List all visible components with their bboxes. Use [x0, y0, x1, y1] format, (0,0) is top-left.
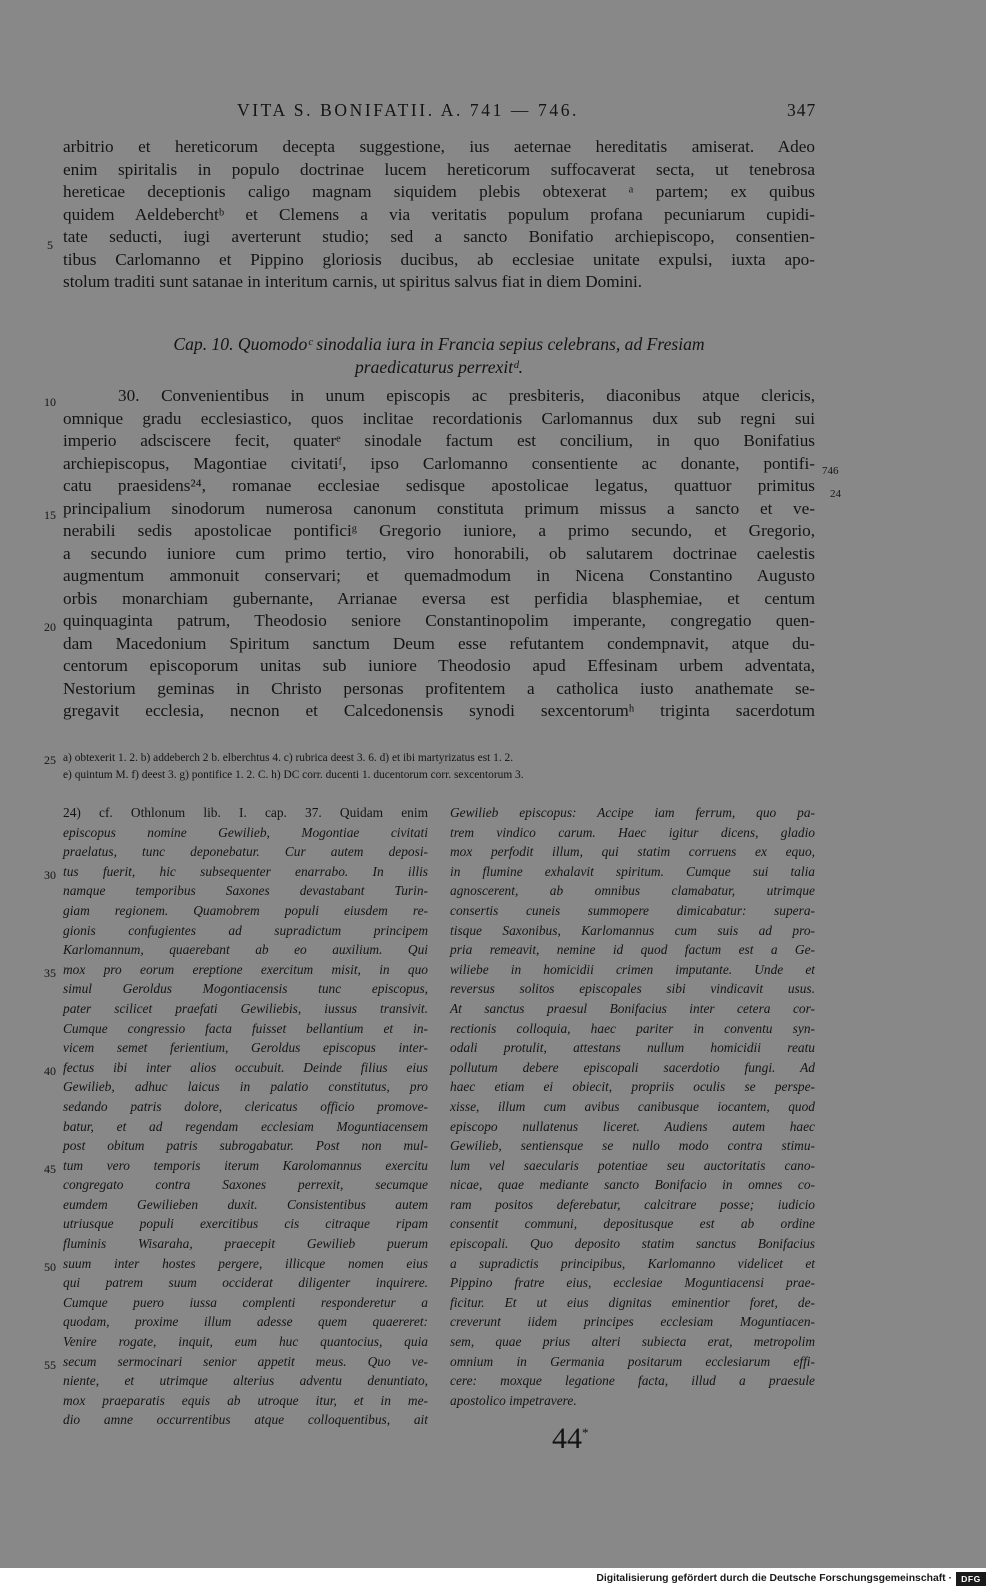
line-number: 10	[44, 395, 56, 409]
footnote-column-left	[63, 803, 428, 1430]
footnote-line: omnium in Germania positarum ecclesiarum effi-	[450, 1353, 815, 1369]
chapter-heading	[63, 333, 815, 379]
footnote-line: pollutum debere episcopali sacerdotio fungi. Ad	[450, 1059, 815, 1075]
text-line: principalium sinodorum numerosa canonum constituta primum missus a sancto et ve-	[63, 498, 815, 518]
line-number: 30	[44, 868, 56, 882]
footnote-line: quodam, proxime illum adesse quem quaereret:	[63, 1314, 428, 1330]
line-number: 25	[44, 753, 56, 767]
footnote-line: reversus solitos episcopales sibi vindicavit usus.	[450, 981, 815, 997]
text-line: omnique gradu ecclesiastico, quos inclitae recordationis Carlomannus dux sub regni sui	[63, 408, 815, 428]
footnote-line: sem, quae prius alteri subiecta erat, metropolim	[450, 1334, 815, 1350]
footnote-line: eumdem Gewilieben duxit. Consistentibus autem	[63, 1196, 428, 1212]
footnote-line: trem vindico carum. Haec igitur dicens, gladio	[450, 824, 815, 840]
footnote-line: post obitum patris subrogabatur. Post non mul-	[63, 1138, 428, 1154]
chapter-heading-line-1: Cap. 10. Quomodoᶜ sinodalia iura in Francia sepius celebrans, ad Fresiam	[173, 334, 705, 354]
credit-bar	[0, 1568, 1000, 1591]
dfg-logo-icon: DFG	[956, 1572, 986, 1586]
footnote-column-right	[450, 803, 815, 1410]
footnote-line: Cumque congressio facta fuisset bellantium et in-	[63, 1020, 428, 1036]
text-line: imperio adsciscere fecit, quaterᵉ sinodale factum est concilium, in quo Bonifatius	[63, 431, 815, 450]
running-title: VITA S. BONIFATII. A. 741 — 746.	[237, 100, 580, 120]
footnote-line: utriusque populi exercitibus cis citraque ripam	[63, 1216, 428, 1232]
text-line: gregavit ecclesia, necnon et Calcedonensis synodi sexcentorumʰ triginta sacerdotum	[63, 701, 815, 720]
footnote-line: apostolico impetravere.	[450, 1392, 577, 1408]
footnote-line: Gewilieb episcopus: Accipe iam ferrum, quo pa-	[450, 805, 815, 820]
footnote-line: 24) cf. Othlonum lib. I. cap. 37. Quidam enim	[63, 805, 428, 820]
line-number: 50	[44, 1260, 56, 1274]
footnote-line: mox pro eorum ereptione exercitum misit, in quo	[63, 961, 428, 977]
line-number: 35	[44, 966, 56, 980]
footnote-line: pater scilicet praefati Gewiliebis, iussus transivit.	[63, 1000, 428, 1016]
footnote-line: Pippino fratre eius, ecclesiae Moguntiacensi prae-	[450, 1275, 815, 1291]
line-number: 20	[44, 620, 56, 634]
footnote-line: episcopus nomine Gewilieb, Mogontiae civitati	[63, 824, 428, 840]
footnote-line: dio amne occurrentibus atque colloquentibus, ait	[63, 1412, 428, 1428]
footnote-line: xisse, illum cum avibus canibusque iocantem, quod	[450, 1098, 815, 1114]
text-line: dam Macedonium Spiritum sanctum Deum esse refutantem condempnavit, atque du-	[63, 633, 815, 653]
footnote-line: secum sermocinari senior appetit meus. Quo ve-	[63, 1353, 428, 1369]
footnote-line: Venire rogate, inquit, eum huc quantocius, quia	[63, 1334, 428, 1350]
text-line: tate seducti, iugi averterunt studio; sed a sancto Bonifatio archiepiscopo, consentien-	[63, 227, 815, 246]
footnote-line: a supradictis principibus, Karlomanno videlicet et	[450, 1255, 815, 1271]
page-number: 347	[787, 100, 817, 120]
text-line: a secundo iuniore cum primo tertio, viro honorabili, ob salutarem doctrinae caelestis	[63, 543, 815, 563]
footnote-line: batur, et ad regendam ecclesiam Moguntiacensem	[63, 1118, 428, 1134]
footnote-line: wiliebe in homicidii crimen imputante. Unde et	[450, 961, 815, 977]
text-line: centorum episcoporum unitas sub iuniore Theodosio apud Effesinam urbem adventata,	[63, 656, 815, 675]
variant-apparatus	[63, 750, 815, 784]
footnote-line: vicem semet ferientium, Geroldus episcopus inter-	[63, 1040, 428, 1056]
line-number: 5	[47, 238, 53, 252]
text-line: nerabili sedis apostolicae pontificiᵍ Gregorio iuniore, a primo secundo, et Gregorio,	[63, 521, 815, 540]
text-line: catu praesidens²⁴, romanae ecclesiae sedisque apostolicae legatus, quattuor primitus	[63, 476, 815, 495]
text-line: hereticae deceptionis caligo magnam siquidem plebis obtexerat ᵃ partem; ex quibus	[63, 182, 815, 201]
footnote-line: qui patrem suum occiderat diligenter inquirere.	[63, 1275, 428, 1291]
text-line: quidem Aeldeberchtᵇ et Clemens a via veritatis populum profana pecuniarum cupidi-	[63, 204, 815, 224]
signature-asterisk: *	[582, 1425, 589, 1440]
main-text-body	[63, 385, 815, 723]
text-line: quinquaginta patrum, Theodosio seniore Constantinopolim imperante, congregatio quen-	[63, 611, 815, 630]
footnote-line: odali protulit, attestans nullum homicidii reatu	[450, 1040, 815, 1056]
signature-mark	[552, 1422, 589, 1456]
footnote-line: fluminis Wisaraha, praecepit Gewilieb puerum	[63, 1236, 428, 1252]
margin-year: 746	[822, 465, 839, 477]
footnote-line: tisque Saxonibus, Karlomannus cum suis ad pro-	[450, 922, 815, 938]
footnote-line: tus fuerit, hic subsequenter enarrabo. In illis	[63, 863, 428, 879]
variant-line: a) obtexerit 1. 2. b) addeberch 2 b. elberchtus 4. c) rubrica deest 3. 6. d) et ibi martyrizatus est 1. 2.	[63, 752, 514, 764]
footnote-line: ram positos deferebatur, calcitrare posse; iudicio	[450, 1196, 815, 1212]
footnote-line: in flumine exhalavit spiritum. Cumque sui talia	[450, 863, 815, 879]
footnote-line: pria remeavit, nemine id quod factum est a Ge-	[450, 942, 815, 958]
footnote-line: niente, et utrimque alterius adventu denuntiato,	[63, 1373, 428, 1389]
footnote-line: namque temporibus Saxones devastabant Turin-	[63, 883, 428, 899]
footnote-line: consentit communi, depositusque est ab ordine	[450, 1216, 815, 1232]
footnote-line: giam regionem. Quamobrem populi eiusdem re-	[63, 902, 428, 918]
footnote-line: simul Geroldus Mogontiacensis tunc episcopus,	[63, 981, 428, 997]
footnote-line: Karlomannum, quaerebant ab eo auxilium. Qui	[63, 942, 428, 958]
footnote-line: cere: moxque legatione facta, illud a praesule	[450, 1373, 815, 1389]
footnote-line: suum inter hostes pergere, illicque nomen eius	[63, 1255, 428, 1271]
text-line: archiepiscopus, Magontiae civitatiᶠ, ipso Carlomanno consentiente ac donante, pontifi-	[63, 453, 815, 473]
funding-credit-text: Digitalisierung gefördert durch die Deutsche Forschungsgemeinschaft ·	[596, 1573, 952, 1584]
footnote-line: mox praeparatis equis ab utroque itur, et in me-	[63, 1392, 428, 1408]
chapter-heading-line-2: praedicaturus perrexitᵈ.	[354, 357, 523, 377]
signature-number: 44	[552, 1422, 582, 1455]
line-number: 40	[44, 1064, 56, 1078]
footnote-line: agnoscerent, ab omnibus clamabatur, utrimque	[450, 883, 815, 899]
running-header	[0, 100, 986, 126]
footnote-line: nicae, quae mediante sancto Bonifacio in omnes co-	[450, 1177, 815, 1193]
footnote-line: sedando patris dolore, clericatus officio promove-	[63, 1098, 428, 1114]
main-text-top	[63, 136, 815, 294]
footnote-line: creverunt iidem principes ecclesiam Moguntiacen-	[450, 1314, 815, 1330]
footnote-line: At sanctus praesul Bonifacius inter cetera cor-	[450, 1000, 815, 1016]
footnote-line: Gewilieb, adhuc laicus in palatio constitutus, pro	[63, 1079, 428, 1095]
footnote-line: Gewilieb, sentiensque se nullo modo contra stimu-	[450, 1138, 815, 1154]
footnote-line: praelatus, tunc deponebatur. Cur autem deposi-	[63, 844, 428, 860]
footnote-line: mox perfodit illum, qui statim corruens ex equo,	[450, 844, 815, 860]
footnote-line: consertis cuneis summopere dimicabatur: supera-	[450, 902, 815, 918]
variant-line: e) quintum M. f) deest 3. g) pontifice 1. 2. C. h) DC corr. ducenti 1. ducentorum corr. sexcentorum 3.	[63, 769, 524, 781]
text-line: augmentum ammonuit conservari; et quemadmodum in Nicena Constantino Augusto	[63, 566, 815, 585]
text-line: arbitrio et hereticorum decepta suggestione, ius aeternae hereditatis amiserat. Adeo	[63, 137, 815, 156]
footnote-line: ficitur. Et ut eius dignitas eminentior foret, de-	[450, 1294, 815, 1310]
text-line: tibus Carlomanno et Pippino gloriosis ducibus, ab ecclesiae unitate expulsi, iuxta apo-	[63, 249, 815, 269]
text-line: stolum traditi sunt satanae in interitum carnis, ut spiritus salvus fiat in diem Domini.	[63, 272, 643, 291]
footnote-line: episcopo nullatenus liceret. Audiens autem haec	[450, 1118, 815, 1134]
text-line: orbis monarchiam gubernante, Arrianae eversa est perfidia blasphemiae, et centum	[63, 588, 815, 608]
margin-footnote-ref: 24	[830, 488, 841, 500]
footnote-line: rectionis colloquia, haec pariter in conventu syn-	[450, 1020, 815, 1036]
footnote-line: Cumque puero iussa complenti responderetur a	[63, 1294, 428, 1310]
footnote-line: haec etiam ei obiecit, propriis oculis se perspe-	[450, 1079, 815, 1095]
footnote-line: tum vero temporis iterum Karolomannus exercitu	[63, 1157, 428, 1173]
line-number: 45	[44, 1162, 56, 1176]
line-number: 15	[44, 508, 56, 522]
footnote-line: gionis confugientes ad supradictum principem	[63, 922, 428, 938]
footnote-line: congregato contra Saxones perrexit, secumque	[63, 1177, 428, 1193]
footnote-line: episcopali. Quo deposito statim sanctus Bonifacius	[450, 1236, 815, 1252]
text-line: enim spiritalis in populo doctrinae lucem hereticorum suffocaverat secta, ut tenebrosa	[63, 159, 815, 179]
footnote-line: lum vel saecularis potentiae seu auctoritatis cano-	[450, 1157, 815, 1173]
text-line: Nestorium geminas in Christo personas profitentem a catholica iusto anathemate se-	[63, 678, 815, 698]
text-line: 30. Convenientibus in unum episcopis ac presbiteris, diaconibus atque clericis,	[118, 386, 815, 405]
footnote-line: fectus ibi inter alios occubuit. Deinde filius eius	[63, 1059, 428, 1075]
line-number: 55	[44, 1358, 56, 1372]
